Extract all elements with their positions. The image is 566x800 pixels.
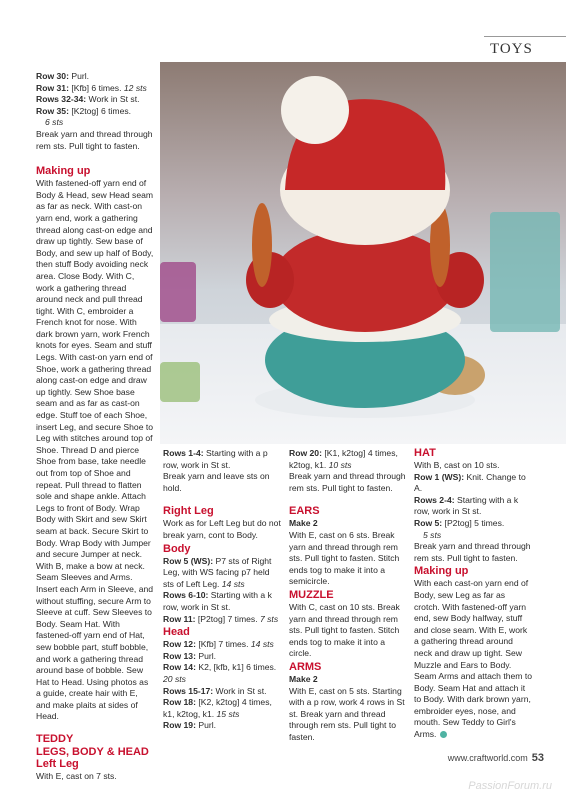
right-leg-text: Work as for Left Leg but do not break yarn, cont to Body. [163, 518, 281, 540]
section-tag [484, 36, 566, 62]
row-19: Row 19: Purl. [163, 720, 217, 731]
arms-make: Make 2 [289, 673, 318, 684]
background-gift-purple [160, 262, 196, 322]
legs-body-head-heading: LEGS, BODY & HEAD [36, 745, 149, 758]
row-20-after: Break yarn and thread through rem sts. Pull tight to fasten. [289, 471, 406, 493]
row-35-count: 6 sts [45, 117, 64, 128]
left-leg-heading: Left Leg [36, 758, 79, 771]
column-1 [36, 71, 154, 782]
row-31: Row 31: [Kfb] 6 times. 12 sts [36, 82, 147, 93]
column-2 [163, 448, 281, 732]
row-12: Row 12: [Kfb] 7 times. 14 sts [163, 639, 274, 650]
row-35: Row 35: [K2tog] 6 times. [36, 105, 132, 116]
row-30: Row 30: Purl. [36, 71, 90, 81]
ears-text: With E, cast on 6 sts. Break yarn and thread through rem sts. Pull tight to fasten. Stitch ends tog to make it into a semicircle. [289, 529, 400, 587]
left-leg-text: With E, cast on 7 sts. [36, 770, 117, 781]
footer-url: www.craftworld.com [447, 753, 528, 763]
hat-row-5-count: 5 sts [423, 529, 442, 540]
arms-heading: ARMS [289, 660, 322, 673]
hat-row-5: Row 5: [P2tog] 5 times. [414, 517, 505, 528]
break-yarn-text: Break yarn and thread through rem sts. Pull tight to fasten. [36, 128, 153, 151]
row-14: Row 14: K2, [kfb, k1] 6 times. 20 sts [163, 662, 277, 684]
rows-1-4: Rows 1-4: Starting with a p row, work in St st. [163, 448, 268, 470]
knitted-doll-figure [230, 70, 490, 430]
column-4 [414, 446, 532, 741]
watermark: PassionForum.ru [468, 780, 552, 792]
hat-heading: HAT [414, 447, 436, 459]
hat-cast-on: With B, cast on 10 sts. [414, 460, 500, 470]
page-number: 53 [531, 752, 544, 764]
section-tag-label: TOYS [490, 41, 533, 57]
row-11: Row 11: [P2tog] 7 times. 7 sts [163, 613, 279, 624]
rows-6-10: Rows 6-10: Starting with a k row, work in St st. [163, 590, 272, 612]
hat-rows-2-4: Rows 2-4: Starting with a k row, work in St st. [414, 494, 519, 517]
row-18: Row 18: [K2, k2tog] 4 times, k1, k2tog, k1. 15 sts [163, 697, 272, 719]
break-leave-text: Break yarn and leave sts on hold. [163, 471, 270, 493]
ears-heading: EARS [289, 505, 320, 518]
product-photo [160, 62, 566, 444]
ears-make: Make 2 [289, 518, 318, 529]
page-footer [448, 752, 544, 764]
row-20: Row 20: [K1, k2tog] 4 times, k2tog, k1. 10 sts [289, 448, 398, 470]
making-up-text-2: With each cast-on yarn end of Body, sew Leg as far as crotch. With fastened-off yarn end, sew Body halfway, stuff and close seam. With E, work a gathering thread around neck and draw up tight. Sew Muzzle and Ears to Body. Seam Arms and attach them to Body. Seam Hat and attach it to Body. With dark brown yarn, embroider eyes, nose, and mouth. Sew Teddy to Girl's Arms. [414, 578, 532, 740]
making-up-text: With fastened-off yarn end of Body & Head, sew Head seam as far as neck. With cast-on yarn end, work a gathering thread along cast-on edge and draw up tightly. Sew base of Body, and sew up half of Body, then stuff Body avoiding neck area. Close Body. With C, work a gathering thread around neck and pull thread tight. With C, embroider a French knot for nose. With dark brown yarn, work French knots for eyes. Seam and stuff Legs. With cast-on yarn end of Shoe, work a gathering thread along cast-on edge and draw up tightly. Sew Shoe base seam and as far as cast-on edge. Stuff toe of each Shoe, insert Leg, and secure Shoe to Leg with stitches around top of Shoe. Thread D and pierce Shoe from base, take needle out from top of Shoe and repeat. Pull thread to flatten sole and shape ankle. Attach Legs to front of Body. Wrap Body with Skirt and sew Skirt seam at back. Secure Skirt to Body. Wrap Body with Jumper and secure Jumper at neck. With B, make a bow at neck. Seam Sleeves and Arms. Insert each Arm in Sleeve, and without stuffing, secure Arm to Sleeve at cuff. Sew Sleeves to Body. Seam Hat. With fastened-off yarn end of Hat, sew bobble part, stuff bobble, and work a gathering thread around base of bobble. Sew Hat to Head. Using photos as a guide, create hair with E, and make plaits at sides of Head. [36, 178, 154, 722]
muzzle-heading: MUZZLE [289, 588, 334, 601]
row-13: Row 13: Purl. [163, 650, 217, 661]
column-3 [289, 448, 407, 743]
rows-32-34: Rows 32-34: Work in St st. [36, 94, 140, 105]
right-leg-heading: Right Leg [163, 505, 214, 518]
end-dot-icon [440, 731, 447, 738]
hat-after: Break yarn and thread through rem sts. Pull tight to fasten. [414, 541, 531, 563]
teddy-heading: TEDDY [36, 733, 74, 746]
arms-text: With E, cast on 5 sts. Starting with a p row, work 4 rows in St st. Break yarn and thread through rem sts. Pull tight to fasten. [289, 685, 405, 742]
making-up-heading: Making up [36, 165, 91, 178]
muzzle-text: With C, cast on 10 sts. Break yarn and thread through rem sts. Pull tight to fasten. Stitch ends tog to make it into a circle. [289, 601, 400, 659]
rows-15-17: Rows 15-17: Work in St st. [163, 685, 267, 696]
head-heading: Head [163, 626, 190, 639]
body-heading: Body [163, 542, 191, 555]
hat-row-1: Row 1 (WS): Knit. Change to A. [414, 471, 526, 494]
background-gift-teal [490, 212, 560, 332]
making-up-heading-2: Making up [414, 565, 469, 578]
row-5: Row 5 (WS): P7 sts of Right Leg, with WS facing p7 held sts of Left Leg. 14 sts [163, 555, 272, 589]
background-gift-green [160, 362, 200, 402]
